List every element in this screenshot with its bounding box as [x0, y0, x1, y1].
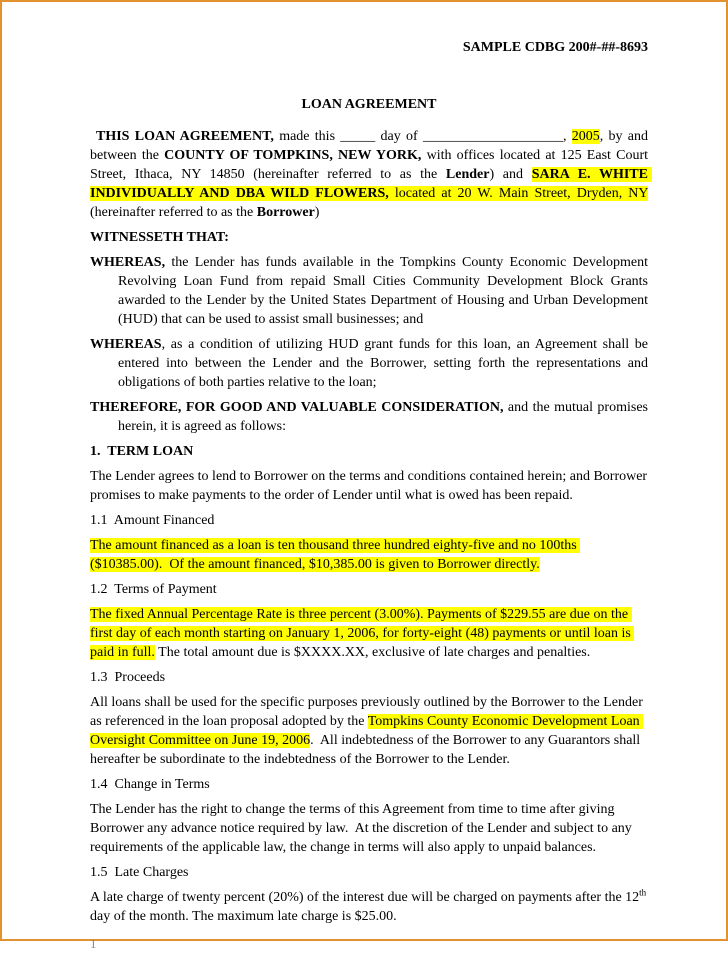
section-terms-of-payment: [90, 580, 648, 662]
text-segment: ) and: [489, 167, 532, 182]
section-term-loan: [90, 442, 651, 505]
section-heading: [90, 668, 648, 687]
text-segment: The amount financed as a loan is ten thousand three hundred eighty-five and no 100ths ($10385.00). Of the amount financed, $10,385.00 is given to Borrower directly.: [90, 538, 581, 572]
whereas-clause-1: [90, 253, 652, 329]
witnesseth-heading: [90, 228, 648, 247]
text-segment: (hereinafter referred to as the: [90, 186, 652, 220]
section-heading: [90, 442, 648, 461]
text-segment: with offices located at 125 East Court Street, Ithaca, NY 14850 (hereinafter referred to as the: [90, 148, 652, 182]
text-segment: The fixed Annual Percentage Rate is three percent (3.00%). Payments of $229.55 are due on the first day of each month starting on January 1, 2006, for forty-eight (48) payments or until loan is paid in full.: [90, 607, 635, 660]
section-body: [90, 536, 648, 574]
text-segment: and the mutual promises herein, it is agreed as follows:: [118, 400, 652, 434]
section-heading: [90, 511, 648, 530]
text-segment: WHEREAS,: [90, 255, 166, 270]
text-segment: COUNTY OF TOMPKINS, NEW YORK,: [164, 148, 422, 163]
section-late-charges: [90, 863, 648, 926]
text-segment: 1.1 Amount Financed: [90, 513, 215, 528]
section-body: [90, 800, 648, 857]
text-segment: located at 20 W. Main Street, Dryden, NY: [388, 186, 648, 201]
section-body: [90, 467, 651, 505]
text-segment: Borrower: [256, 205, 315, 220]
section-body: [90, 693, 648, 769]
text-segment: WITNESSETH THAT:: [90, 230, 229, 245]
intro-paragraph: [90, 127, 652, 222]
text-segment: made this _____ day of ____________________,: [273, 129, 572, 144]
text-segment: day of the month. The maximum late charge is $25.00.: [90, 890, 650, 924]
text-segment: ): [314, 205, 320, 220]
text-segment: WHEREAS: [90, 337, 162, 352]
text-segment: All loans shall be used for the specific purposes previously outlined by the Borrower to the Lender as referenced in the loan proposal adopted by the: [90, 695, 647, 729]
text-segment: THEREFORE, FOR GOOD AND VALUABLE CONSIDERATION,: [90, 400, 504, 415]
text-segment: THIS LOAN AGREEMENT,: [96, 129, 274, 144]
text-segment: , as a condition of utilizing HUD grant funds for this loan, an Agreement shall be entered into between the Lender and the Borrower, setting forth the representations and obligations of both parties relative to the loan;: [118, 337, 652, 390]
text-segment: 2005: [571, 129, 600, 144]
text-segment: 1.2 Terms of Payment: [90, 582, 217, 597]
text-segment: The Lender has the right to change the terms of this Agreement from time to time after giving Borrower any advance notice required by law. At the discretion of the Lender and subject to any requirements of the applicable law, the change in terms will also apply to unpaid balances.: [90, 802, 636, 855]
page-number: 1: [90, 936, 97, 951]
text-segment: 1.4 Change in Terms: [90, 777, 210, 792]
text-segment: 1. TERM LOAN: [90, 444, 194, 459]
text-segment: The Lender agrees to lend to Borrower on the terms and conditions contained herein; and Borrower promises to make payments to the order of Lender until what is owed has been repaid.: [90, 469, 651, 503]
section-heading: [90, 863, 648, 882]
document-reference-number: SAMPLE CDBG 200#-##-8693: [462, 40, 648, 55]
therefore-clause: [90, 398, 652, 436]
text-segment: 1.5 Late Charges: [90, 865, 189, 880]
whereas-clause-2: [90, 335, 652, 392]
text-segment: 1.3 Proceeds: [90, 670, 166, 685]
section-proceeds: [90, 668, 648, 769]
text-segment: SARA E. WHITE INDIVIDUALLY AND DBA WILD FLOWERS,: [90, 167, 652, 201]
section-body: [90, 605, 648, 662]
text-segment: th: [639, 887, 647, 898]
text-segment: . All indebtedness of the Borrower to any Guarantors shall hereafter be subordinate to the indebtedness of the Borrower to the Lender.: [90, 733, 644, 767]
text-segment: the Lender has funds available in the Tompkins County Economic Development Revolving Loan Fund from repaid Small Cities Community Development Block Grants awarded to the Lender by the United States Department of Housing and Urban Development (HUD) that can be used to assist small businesses; and: [118, 255, 652, 327]
section-heading: [90, 580, 648, 599]
section-body: [90, 888, 648, 926]
text-segment: , by and between the: [90, 129, 652, 163]
text-segment: A late charge of twenty percent (20%) of the interest due will be charged on payments after the 12: [90, 890, 640, 905]
text-segment: Tompkins County Economic Development Loan Oversight Committee on June 19, 2006: [90, 714, 644, 748]
text-segment: The total amount due is $XXXX.XX, exclusive of late charges and penalties.: [154, 645, 591, 660]
section-amount-financed: [90, 511, 648, 574]
section-heading: [90, 775, 648, 794]
text-segment: Lender: [445, 167, 490, 182]
document-body: [2, 2, 726, 953]
document-title: LOAN AGREEMENT: [301, 97, 437, 112]
section-change-in-terms: [90, 775, 648, 857]
